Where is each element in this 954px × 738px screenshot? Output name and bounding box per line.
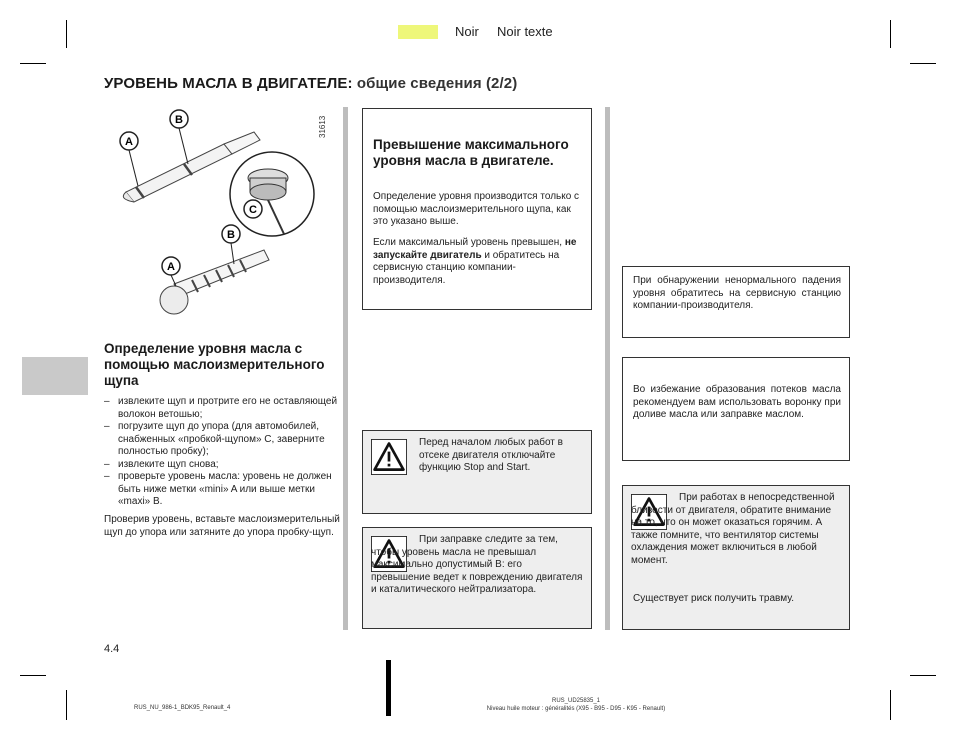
svg-text:B: B <box>227 229 235 241</box>
crop-mark <box>66 690 67 720</box>
warning-text-stop-start: Перед началом любых работ в отсеке двигателя отключайте функцию Stop and Start. <box>419 437 563 473</box>
label-a-upper <box>120 132 138 186</box>
warning-triangle-icon <box>371 439 407 475</box>
column-divider-left <box>343 107 348 630</box>
crop-mark <box>890 690 891 720</box>
warning-text-overfill: При заправке следите за тем, чтобы уровень масла не превышал максимально допустимый B: его превышение ведет к повреждению двигателя и каталитического нейтрализатора. <box>371 534 583 595</box>
info-box-funnel <box>622 357 850 461</box>
svg-text:C: C <box>249 204 257 216</box>
footer-ref-title: Niveau huile moteur : généralités (X95 - B95 - D95 - K95 - Renault) <box>486 706 666 712</box>
warning-box-stop-start <box>362 430 592 514</box>
overfill-info-box <box>362 108 592 310</box>
page-title-main: УРОВЕНЬ МАСЛА В ДВИГАТЕЛЕ: <box>104 75 353 92</box>
dipstick-illustration <box>104 104 334 326</box>
text-span: Если максимальный уровень превышен, <box>373 237 565 248</box>
footer-file-id: RUS_NU_986-1_BDK95_Renault_4 <box>134 705 231 711</box>
overfill-paragraph-1: Определение уровня производится только с помощью маслоизмерительного щупа, как это указано выше. <box>373 191 580 227</box>
svg-text:A: A <box>167 261 175 273</box>
label-b-lower <box>222 225 240 264</box>
info-text-funnel: Во избежание образования потеков масла рекомендуем вам использовать воронку при доливе масла или заправке маслом. <box>633 384 841 420</box>
label-b-upper <box>170 110 188 164</box>
chapter-tab <box>22 357 88 395</box>
warning-box-overfill <box>362 527 592 629</box>
footer-reference <box>466 697 686 713</box>
closing-paragraph: Проверив уровень, вставьте маслоизмерительный щуп до упора или затяните до упора пробку-щуп. <box>104 514 340 538</box>
info-text-oil-drop: При обнаружении ненормального падения уровня обратитесь на сервисную станцию компании-производителя. <box>633 275 841 311</box>
cap-detail <box>230 152 314 236</box>
info-box-oil-drop <box>622 266 850 338</box>
crop-mark <box>890 20 891 48</box>
list-item: – погрузите щуп до упора (для автомобилей, снабженных «пробкой-щупом» C, заверните полностью пробку); <box>104 421 340 459</box>
column-divider-right <box>605 107 610 630</box>
overfill-paragraph-2 <box>373 237 581 287</box>
text-span: и обратитесь на сервисную станцию компании-производителя. <box>373 249 560 286</box>
bold-warning-text: не запускайте двигатель <box>373 237 577 261</box>
list-item: – проверьте уровень масла: уровень не должен быть ниже метки «mini» A или выше метки «maxi» B. <box>104 471 340 509</box>
svg-text:B: B <box>175 114 183 126</box>
label-c <box>244 200 262 218</box>
page-number: 4.4 <box>104 643 120 655</box>
label-a-lower <box>162 257 180 286</box>
crop-mark <box>20 675 46 676</box>
section-heading-dipstick: Определение уровня масла с помощью маслоизмерительного щупа <box>104 341 325 388</box>
header-label-noir: Noir <box>455 24 479 39</box>
crop-mark <box>910 675 936 676</box>
center-mark <box>386 660 391 716</box>
crop-mark <box>66 20 67 48</box>
warning-text-hot-engine: При работах в непосредственной близости от двигателя, обратите внимание на то, что он может оказаться горячим. А также помните, что вентилятор системы охлаждения может включиться в любой момент. <box>631 492 835 566</box>
overfill-heading: Превышение максимального уровня масла в двигателе. <box>373 137 569 168</box>
instruction-list <box>104 396 340 509</box>
header-label-noir-texte: Noir texte <box>497 24 553 39</box>
warning-box-hot-engine <box>622 485 850 630</box>
svg-text:A: A <box>125 136 133 148</box>
crop-mark <box>20 63 46 64</box>
list-item: – извлеките щуп и протрите его не оставляющей волокон ветошью; <box>104 396 340 421</box>
page-title-sub: общие сведения (2/2) <box>352 75 518 92</box>
footer-ref-code: RUS_UD25835_1 <box>551 698 601 704</box>
warning-text-injury: Существует риск получить травму. <box>633 593 794 604</box>
figure-id: 31613 <box>318 115 327 138</box>
crop-mark <box>910 63 936 64</box>
color-swatch <box>398 25 438 39</box>
list-item: – извлеките щуп снова; <box>104 459 340 472</box>
page-title <box>104 75 517 92</box>
